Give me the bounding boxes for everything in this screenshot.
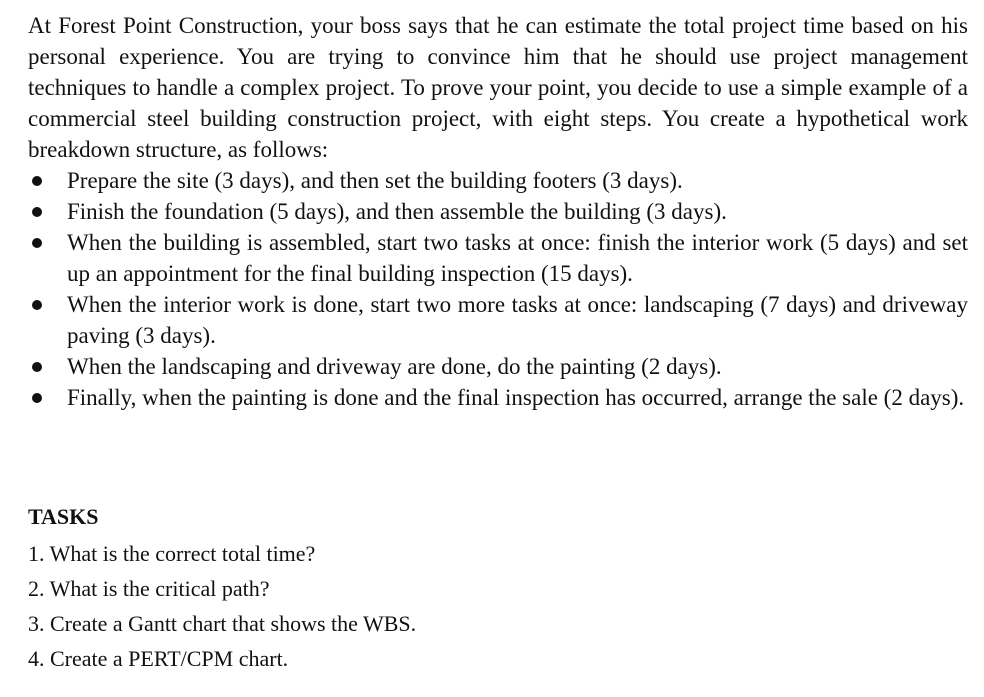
- bullet-item: [28, 227, 968, 289]
- bullet-item: [28, 289, 968, 351]
- bullet-dot-icon: [32, 176, 42, 186]
- tasks-heading: TASKS: [28, 504, 99, 529]
- bullet-dot-icon: [32, 393, 42, 403]
- task-list: [28, 536, 928, 676]
- tasks-section: [28, 501, 928, 676]
- bullet-dot-icon: [32, 300, 42, 310]
- bullet-text: When the interior work is done, start two more tasks at once: landscaping (7 days) and driveway paving (3 days).: [67, 292, 968, 348]
- intro-paragraph: At Forest Point Construction, your boss says that he can estimate the total project time based on his personal experience. You are trying to convince him that he should use project management techniques to handle a complex project. To prove your point, you decide to use a simple example of a commercial steel building construction project, with eight steps. You create a hypothetical work breakdown structure, as follows:: [28, 13, 968, 162]
- bullet-item: [28, 165, 968, 196]
- bullet-dot-icon: [32, 207, 42, 217]
- bullet-item: [28, 382, 968, 413]
- bullet-text: Finish the foundation (5 days), and then assemble the building (3 days).: [67, 199, 727, 224]
- bullet-text: When the landscaping and driveway are done, do the painting (2 days).: [67, 354, 722, 379]
- bullet-dot-icon: [32, 362, 42, 372]
- wbs-bullet-list: [28, 165, 968, 413]
- task-item: 2. What is the critical path?: [28, 576, 270, 601]
- task-item: 3. Create a Gantt chart that shows the WBS.: [28, 611, 417, 636]
- bullet-dot-icon: [32, 238, 42, 248]
- bullet-text: Finally, when the painting is done and the final inspection has occurred, arrange the sale (2 days).: [67, 385, 965, 410]
- bullet-text: Prepare the site (3 days), and then set the building footers (3 days).: [67, 168, 683, 193]
- task-item: 1. What is the correct total time?: [28, 541, 316, 566]
- bullet-text: When the building is assembled, start two tasks at once: finish the interior work (5 days) and set up an appointment for the final building inspection (15 days).: [67, 230, 968, 286]
- bullet-item: [28, 351, 968, 382]
- bullet-item: [28, 196, 968, 227]
- task-item: 4. Create a PERT/CPM chart.: [28, 646, 289, 671]
